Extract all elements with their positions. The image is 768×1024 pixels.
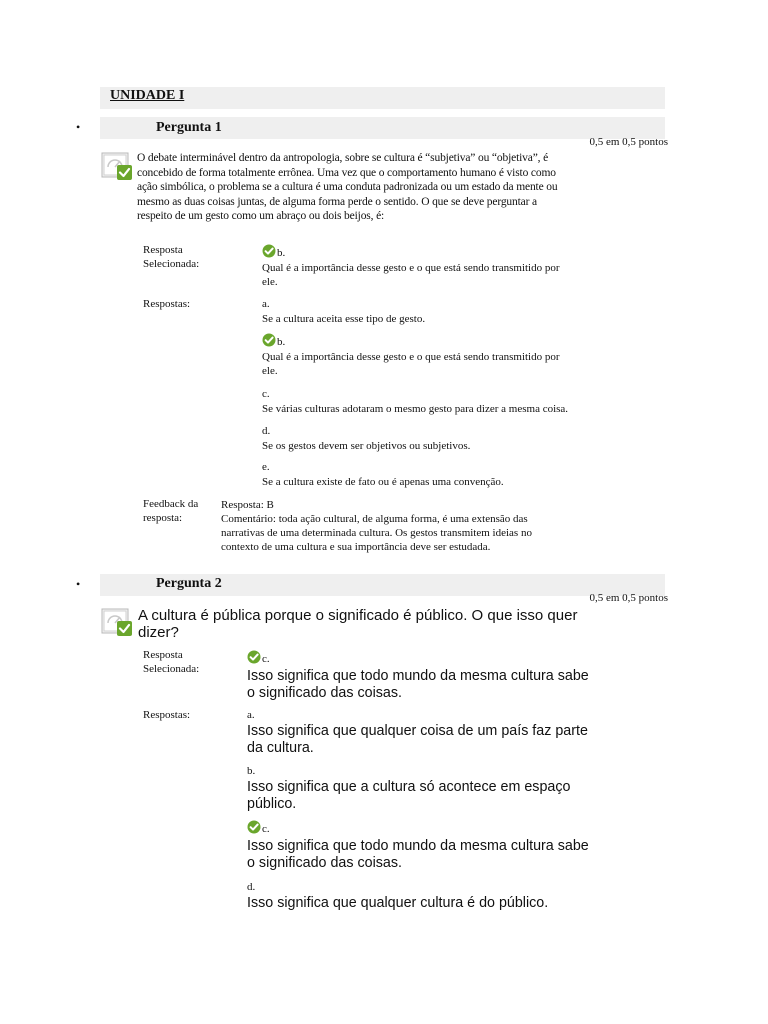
question-1-text-line: ação simbólica, o problema se a cultura é uma conduta padronizada ou um estado da mente ou (137, 181, 558, 194)
option-text: Qual é a importância desse gesto e o que está sendo transmitido por (262, 261, 560, 274)
feedback-line: Comentário: toda ação cultural, de alguma forma, é uma extensão das (221, 513, 528, 525)
question-2-text-line: A cultura é pública porque o significado é público. O que isso quer (138, 607, 578, 624)
question-1-text (137, 151, 637, 224)
question-1-text-line: concebido de forma totalmente errônea. Uma vez que o comportamento humano é visto como (137, 166, 556, 179)
option-text: Isso significa que qualquer cultura é do público. (247, 895, 549, 911)
feedback-text (221, 498, 621, 554)
selected-answer (247, 650, 647, 701)
question-1-bullet: • (76, 120, 81, 134)
answer-option-b (262, 333, 632, 379)
question-2-title: Pergunta 2 (156, 576, 222, 591)
option-text: ele. (262, 365, 278, 377)
option-letter: c. (262, 653, 270, 665)
selected-answer-label (143, 649, 199, 676)
option-text: Se a cultura aceita esse tipo de gesto. (262, 312, 426, 325)
option-text: Isso significa que todo mundo da mesma cultura sabe (247, 838, 589, 854)
option-text: da cultura. (247, 739, 314, 756)
feedback-line: Resposta: B (221, 499, 274, 511)
question-1-text-line: respeito de um gesto como um abraço ou dois beijos, é: (137, 210, 385, 223)
question-status-icon (101, 152, 133, 182)
unit-title: UNIDADE I (110, 88, 185, 103)
answer-option-a (247, 709, 647, 756)
answer-option-a (262, 297, 632, 326)
question-2-bullet: • (76, 577, 81, 591)
label-line: Selecionada: (143, 662, 200, 675)
option-text: o significado das coisas. (247, 684, 402, 701)
option-text: Isso significa que qualquer coisa de um país faz parte (247, 723, 588, 739)
option-text: Isso significa que todo mundo da mesma cultura sabe (247, 668, 589, 684)
option-letter: d. (247, 881, 256, 893)
option-letter: b. (247, 765, 256, 777)
option-letter: c. (262, 388, 270, 400)
answer-option-d (262, 424, 632, 453)
option-text: o significado das coisas. (247, 854, 402, 871)
feedback-line: contexto de uma cultura e sua importância deve ser estudada. (221, 541, 491, 553)
option-text: Se várias culturas adotaram o mesmo gesto para dizer a mesma coisa. (262, 402, 569, 415)
label-line: Feedback da (143, 498, 199, 510)
option-text: público. (247, 795, 297, 812)
question-status-icon (101, 608, 133, 638)
answers-label: Respostas: (143, 709, 191, 721)
question-1-text-line: O debate interminável dentro da antropologia, sobre se cultura é “subjetiva” ou “objetiva”, é (137, 152, 549, 164)
unit-header-band (100, 87, 665, 109)
option-letter: a. (262, 298, 270, 310)
option-letter: a. (247, 709, 255, 721)
option-letter: d. (262, 425, 271, 437)
selected-answer (262, 244, 632, 290)
option-letter: c. (262, 823, 270, 835)
correct-check-icon (247, 650, 261, 664)
answer-option-c (262, 387, 632, 416)
option-text: Isso significa que a cultura só acontece em espaço (247, 779, 571, 795)
label-line: Selecionada: (143, 257, 200, 270)
question-2-text-line: dizer? (138, 624, 179, 641)
question-1-text-line: mesmo as duas coisas juntas, de alguma forma perde o sentido. O que se deve perguntar a (137, 195, 537, 208)
question-1-title: Pergunta 1 (156, 120, 222, 135)
option-text: ele. (262, 276, 278, 288)
question-1-points: 0,5 em 0,5 pontos (589, 136, 668, 148)
option-text: Se a cultura existe de fato ou é apenas uma convenção. (262, 475, 504, 488)
correct-check-icon (262, 333, 276, 347)
answer-option-d (247, 881, 647, 912)
question-2-text (138, 607, 618, 641)
question-2-points: 0,5 em 0,5 pontos (589, 592, 668, 604)
answers-label: Respostas: (143, 298, 191, 310)
label-line: Resposta (143, 244, 183, 256)
correct-check-icon (262, 244, 276, 258)
option-letter: b. (277, 336, 286, 348)
option-text: Qual é a importância desse gesto e o que está sendo transmitido por (262, 350, 560, 363)
option-letter: b. (277, 247, 286, 259)
option-text: Se os gestos devem ser objetivos ou subjetivos. (262, 439, 471, 452)
answer-option-b (247, 765, 647, 812)
selected-answer-label (143, 244, 199, 271)
label-line: resposta: (143, 511, 183, 524)
feedback-label (143, 498, 198, 525)
option-letter: e. (262, 461, 270, 473)
correct-check-icon (247, 820, 261, 834)
answer-option-c (247, 820, 647, 871)
feedback-line: narrativas de uma determinada cultura. Os gestos transmitem ideias no (221, 527, 532, 539)
answer-option-e (262, 460, 632, 489)
label-line: Resposta (143, 649, 183, 661)
